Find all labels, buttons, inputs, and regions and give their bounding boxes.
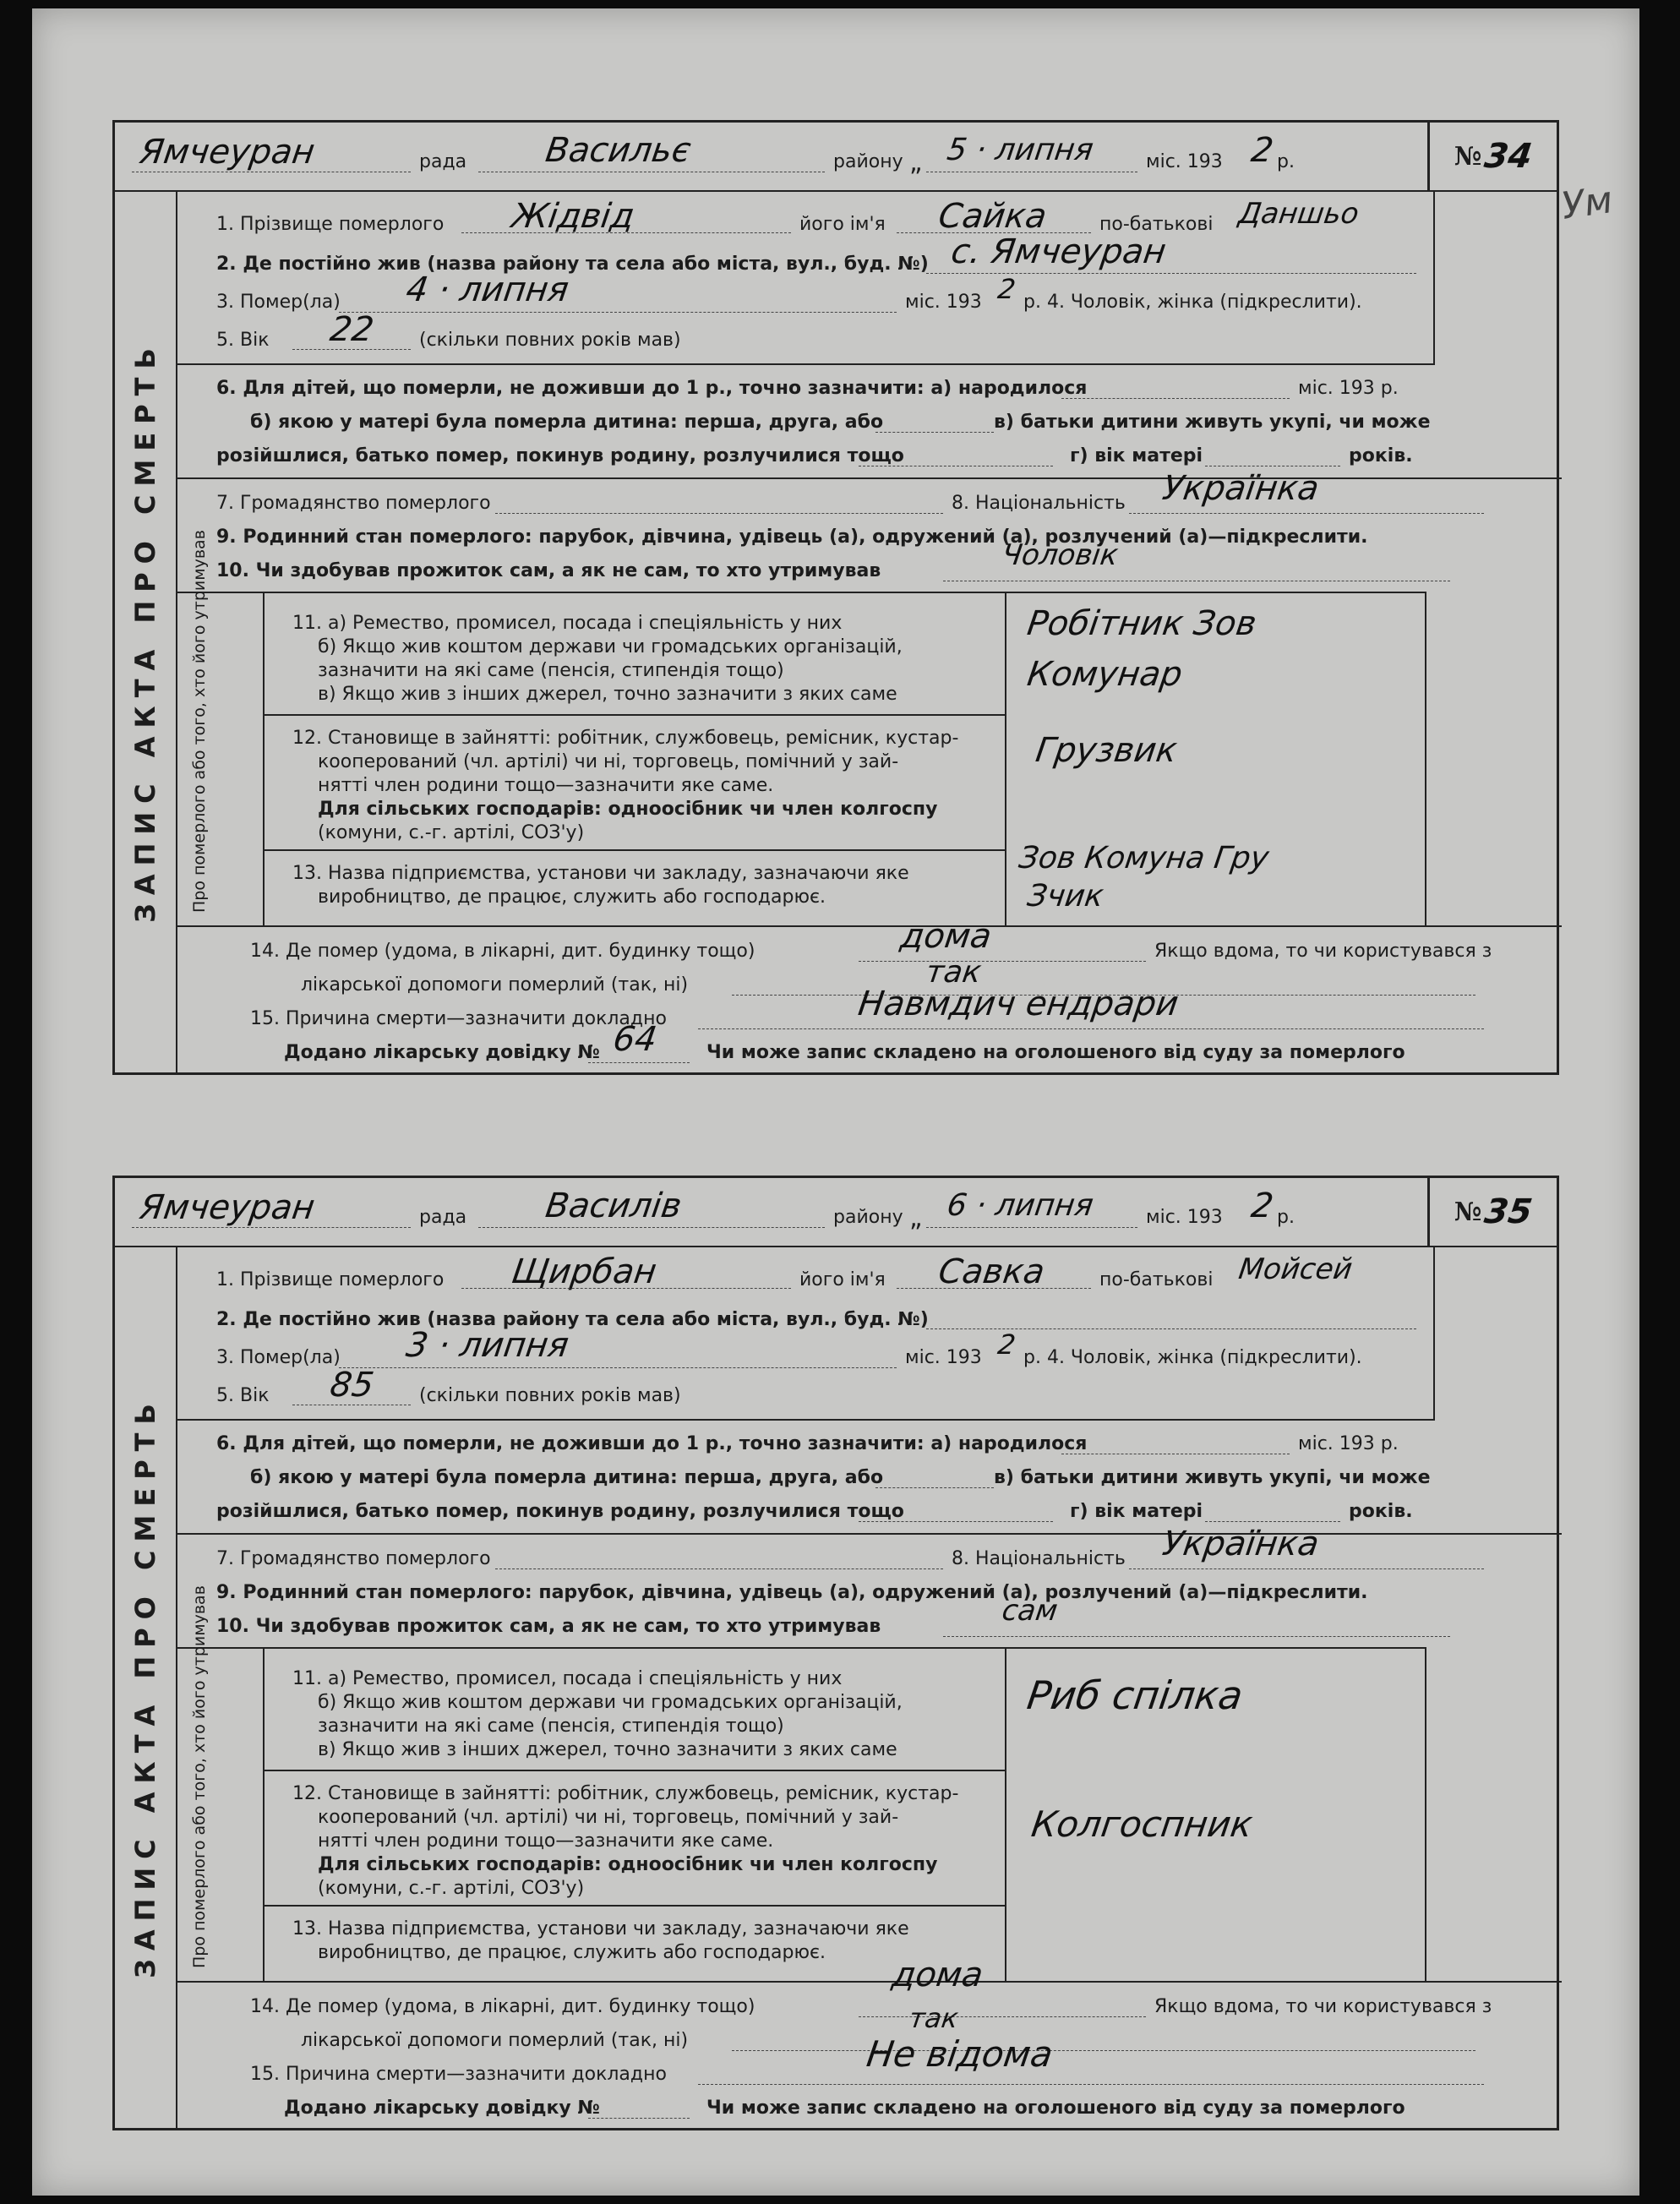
month-label: міс. 193 xyxy=(1146,151,1223,172)
form-header: Ямчеуран рада Васильє району „ 5 · липня міс. 193 2 р. № 34 xyxy=(115,123,1557,192)
record-date: 5 · липня xyxy=(945,133,1096,167)
vertical-title: ЗАПИС АКТА ПРО СМЕРТЬ xyxy=(115,190,177,1072)
employment-status-value: Грузвик xyxy=(1033,731,1180,770)
first-name-value: Савка xyxy=(935,1252,1047,1291)
margin-handwritten-mark: Ум xyxy=(1558,178,1616,228)
occupation-value-1: Робітник Зов xyxy=(1024,604,1259,643)
medical-help-value: так xyxy=(924,955,984,990)
medical-certificate-number: 64 xyxy=(610,1020,660,1059)
district-name: Васильє xyxy=(543,131,694,170)
occupation-value-1: Риб спілка xyxy=(1024,1672,1246,1718)
document-page xyxy=(32,8,1639,2196)
year-digit: 2 xyxy=(1248,131,1276,170)
residence-value: с. Ямчеуран xyxy=(948,232,1169,271)
surname-label: 1. Прізвище померлого xyxy=(216,214,445,235)
supported-by-value: Чоловік xyxy=(1000,538,1121,572)
age-value: 85 xyxy=(327,1366,377,1405)
surname-value: Щирбан xyxy=(509,1252,659,1291)
village-name: Ямчеуран xyxy=(137,133,318,172)
vertical-title: ЗАПИС АКТА ПРО СМЕРТЬ xyxy=(115,1246,177,2128)
place-of-death-value: дома xyxy=(897,917,995,956)
supported-by-value: сам xyxy=(1000,1594,1060,1628)
district-label: району xyxy=(833,1207,903,1228)
nationality-value: Українка xyxy=(1159,1525,1322,1563)
age-value: 22 xyxy=(327,310,377,349)
rada-label: рада xyxy=(419,151,467,172)
workplace-value-2: Зчик xyxy=(1025,879,1106,914)
side-label: Про померлого або того, хто його утримував xyxy=(190,1585,209,1968)
place-of-death-value: дома xyxy=(889,1956,986,1994)
first-name-value: Сайка xyxy=(935,197,1050,236)
patronymic-value: Мойсей xyxy=(1236,1252,1355,1286)
village-name: Ямчеуран xyxy=(137,1188,318,1227)
death-year-digit: 2 xyxy=(995,273,1018,305)
employment-status-value: Колгоспник xyxy=(1028,1803,1256,1845)
death-year-digit: 2 xyxy=(995,1328,1018,1361)
nationality-value: Українка xyxy=(1159,469,1322,508)
month-label: міс. 193 xyxy=(1146,1207,1223,1228)
district-name: Василів xyxy=(543,1187,685,1225)
occupation-value-2: Комунар xyxy=(1024,655,1186,694)
year-digit: 2 xyxy=(1248,1187,1276,1225)
medical-help-value: так xyxy=(907,2002,961,2034)
death-record-form-1: Ямчеуран рада Васильє району „ 5 · липня міс. 193 2 р. № 34 ЗАПИС АКТА ПРО СМЕРТЬ 1. Прізвище померлого Жідвід його ім'я Сайка по-батькові Даншьо 2. Де постійно жив (назва району та села або міста, вул., буд. №) с. Ямчеуран 3. Помер(ла) 4 · липня міс. 193 2 р. 4. Чоловік, жінка (підкреслити). 5. Вік 22 (скільки повних років мав) 6. Для дітей, що померли, не доживши до 1 р., точно зазначити: а) народилося міс. 193 р. б) якою у матері була померла дитина: перша, друга, або в) батьки дитини живуть укупі, чи може розійшлися, батько помер, покинув родину, розлучилися тощо г) вік матері років. 7. Громадянство померлого 8. Національність Українка 9. Родинний стан померлого: парубок, дівчина, удівець (а), одружений (а), розлучений (а)—підкреслити. 10. Чи здобував прожиток сам, а як не сам, то хто утримував Чоловік Про померлого або того, хто його утримував 11. а) Ремество, промисел, посада і спеціяльність у них б) Якщо жив коштом держави чи громадських організацій, зазначити на які саме (пенсія, стипендія тощо) в) Якщо жив з інших джерел, точно зазначити з яких саме Робітник Зов Комунар 12. Становище в зайнятті: робітник, службовець, ремісник, кустар- кооперований (чл. артілі) чи ні, торговець, помічний у зай- нятті член родини тощо—зазначити яке саме. Для сільських господарів: одноосібник чи член колгоспу (комуни, с.-г. артілі, СОЗ'у) Грузвик 13. Назва підприємства, установи чи закладу, зазначаючи яке виробництво, де працює, служить або господарює. Зов Комуна Гру Зчик 14. Де помер (удома, в лікарні, дит. будинку тощо) дома Якщо вдома, то чи користувався з лікарської допомоги померлий (так, ні) так 15. Причина смерти—зазначити докладно Навмдич ендрари Додано лікарську довідку № 64 Чи може запис складено на оголошеного від суду за померлого xyxy=(112,120,1559,1075)
patronymic-value: Даншьо xyxy=(1236,197,1361,231)
death-record-form-2: Ямчеуран рада Василів району „ 6 · липня міс. 193 2 р. № 35 ЗАПИС АКТА ПРО СМЕРТЬ 1. Прізвище померлого Щирбан його ім'я Савка по-батькові Мойсей 2. Де постійно жив (назва району та села або міста, вул., буд. №) 3. Помер(ла) 3 · липня міс. 193 2 р. 4. Чоловік, жінка (підкреслити). 5. Вік 85 (скільки повних років мав) 6. Для дітей, що померли, не доживши до 1 р., точно зазначити: а) народилося міс. 193 р. б) якою у матері була померла дитина: перша, друга, або в) батьки дитини живуть укупі, чи може розійшлися, батько помер, покинув родину, розлучилися тощо г) вік матері років. 7. Громадянство померлого 8. Національність Українка 9. Родинний стан померлого: парубок, дівчина, удівець (а), одружений (а), розлучений (а)—підкреслити. 10. Чи здобував прожиток сам, а як не сам, то хто утримував сам Про померлого або того, хто його утримував 11. а) Ремество, промисел, посада і спеціяльність у них б) Якщо жив коштом держави чи громадських організацій, зазначити на які саме (пенсія, стипендія тощо) в) Якщо жив з інших джерел, точно зазначити з яких саме Риб спілка 12. Становище в зайнятті: робітник, службовець, ремісник, кустар- кооперований (чл. артілі) чи ні, торговець, помічний у зай- нятті член родини тощо—зазначити яке саме. Для сільських господарів: одноосібник чи член колгоспу (комуни, с.-г. артілі, СОЗ'у) Колгоспник 13. Назва підприємства, установи чи закладу, зазначаючи яке виробництво, де працює, служить або господарює. 14. Де помер (удома, в лікарні, дит. будинку тощо) дома Якщо вдома, то чи користувався з лікарської допомоги померлий (так, ні) так 15. Причина смерти—зазначити докладно Не відома Додано лікарську довідку № Чи може запис складено на оголошеного від суду за померлого xyxy=(112,1176,1559,2130)
death-date-value: 3 · липня xyxy=(403,1326,571,1365)
record-date: 6 · липня xyxy=(945,1188,1096,1223)
side-label: Про померлого або того, хто його утримував xyxy=(190,530,209,913)
cause-of-death-value: Навмдич ендрари xyxy=(855,985,1181,1023)
death-date-value: 4 · липня xyxy=(403,270,571,309)
record-number-box: № 35 xyxy=(1427,1178,1557,1246)
form-header: Ямчеуран рада Василів району „ 6 · липня міс. 193 2 р. № 35 xyxy=(115,1178,1557,1247)
cause-of-death-value: Не відома xyxy=(864,2033,1055,2075)
district-label: району xyxy=(833,151,903,172)
surname-value: Жідвід xyxy=(509,197,637,236)
surname-label: 1. Прізвище померлого xyxy=(216,1269,445,1290)
rada-label: рада xyxy=(419,1207,467,1228)
workplace-value-1: Зов Комуна Гру xyxy=(1017,841,1271,876)
record-number-box: № 34 xyxy=(1427,123,1557,190)
record-number: 35 xyxy=(1482,1192,1535,1231)
record-number: 34 xyxy=(1482,137,1535,176)
